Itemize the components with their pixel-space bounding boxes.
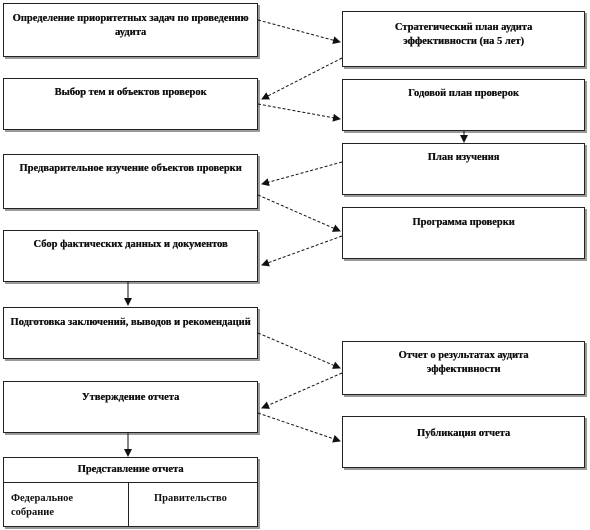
step-collect-data-label: Сбор фактических данных и документов [33, 239, 228, 250]
arrow-approve-to-publication [258, 413, 340, 441]
doc-audit-program-label: Программа проверки [412, 217, 515, 228]
arrow-conclusions-to-results [258, 333, 340, 368]
doc-strategic-plan-label: Стратегический план аудита эффективности (на 5 лет) [394, 22, 533, 47]
doc-annual-plan-label: Годовой план проверок [408, 88, 519, 99]
step-preliminary-study-label: Предварительное изучение объектов проверки [19, 163, 242, 174]
doc-study-plan-label: План изучения [427, 152, 500, 163]
present-report-federal-assembly: Федеральное собрание [11, 493, 74, 518]
arrow-preliminary-to-program [258, 195, 340, 231]
doc-audit-results-report-label: Отчет о результатах аудита эффективности [398, 350, 529, 375]
arrow-priority-to-strategic [258, 20, 340, 42]
arrow-program-to-collect [262, 236, 342, 265]
present-report-government: Правительство [154, 493, 227, 504]
arrow-select-to-annual [258, 104, 340, 119]
step-priority-tasks-label: Определение приоритетных задач по проведению аудита [12, 13, 249, 38]
step-present-report-title: Представление отчета [77, 464, 184, 475]
arrow-study-to-preliminary [262, 162, 342, 184]
step-conclusions-label: Подготовка заключений, выводов и рекомендаций [10, 317, 251, 328]
step-approve-report-label: Утверждение отчета [81, 392, 180, 403]
arrow-results-to-approve [262, 373, 342, 408]
step-select-topics-label: Выбор тем и объектов проверок [54, 87, 207, 98]
doc-report-publication-label: Публикация отчета [416, 428, 511, 439]
arrow-strategic-to-select [262, 58, 342, 99]
